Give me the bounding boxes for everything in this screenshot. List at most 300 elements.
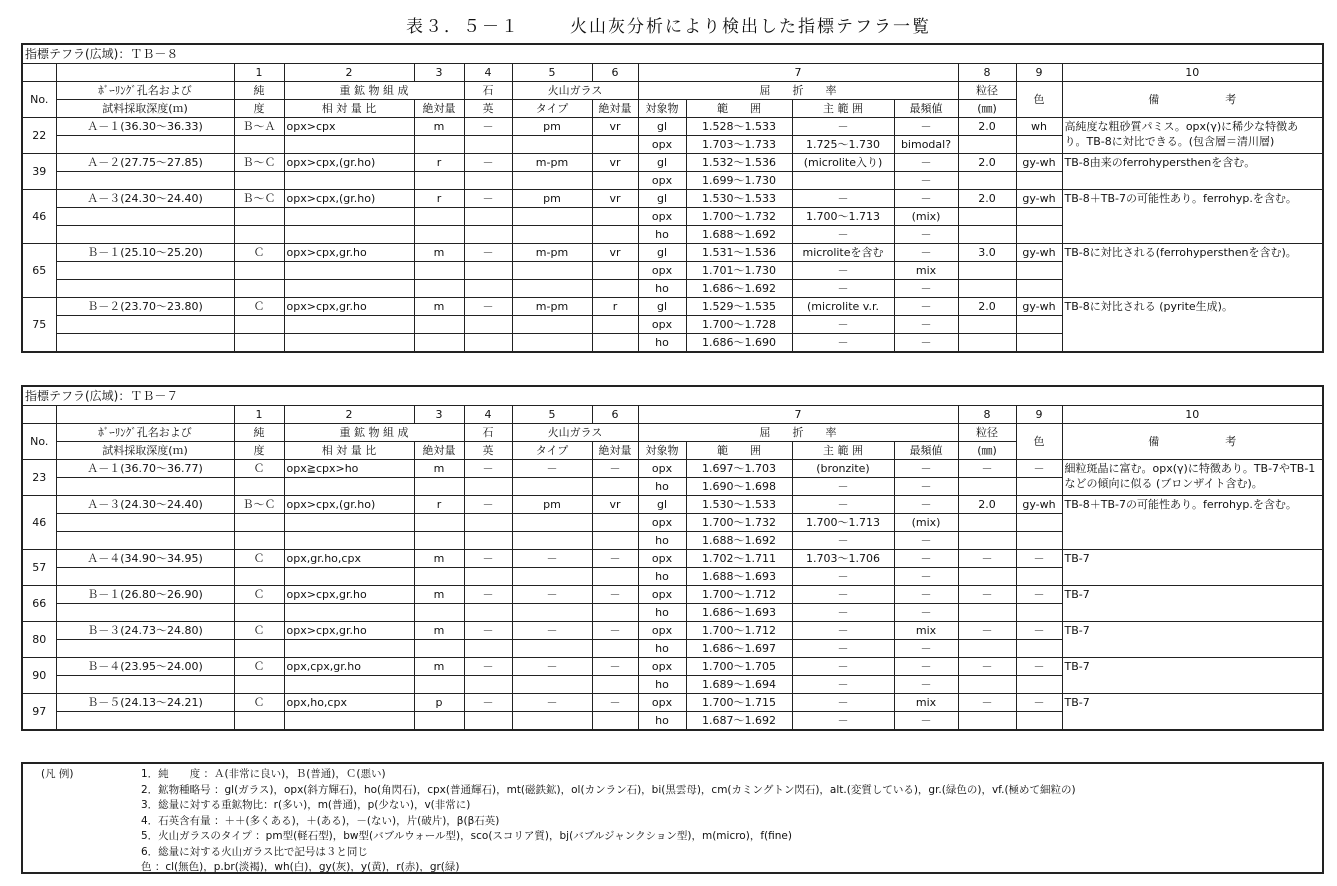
empty-cell — [958, 604, 1016, 622]
sample-remark: TB-7 — [1062, 550, 1323, 586]
sample-quartz: － — [464, 298, 512, 316]
empty-cell — [958, 262, 1016, 280]
refraction-main-range: － — [792, 622, 894, 640]
sample-absolute: m — [414, 622, 464, 640]
refraction-main-range: － — [792, 640, 894, 658]
sample-quartz: － — [464, 658, 512, 676]
refraction-target: gl — [638, 244, 686, 262]
sample-purity: Ｃ — [234, 550, 284, 568]
empty-cell — [592, 226, 638, 244]
refraction-mode: － — [894, 226, 958, 244]
empty-cell — [512, 676, 592, 694]
empty-cell — [414, 604, 464, 622]
sample-color: － — [1016, 460, 1062, 478]
empty-cell — [284, 334, 414, 353]
empty-cell — [56, 280, 234, 298]
empty-cell — [958, 712, 1016, 731]
empty-cell — [234, 640, 284, 658]
empty-cell — [284, 532, 414, 550]
empty-cell — [234, 208, 284, 226]
empty-cell — [1016, 208, 1062, 226]
sample-quartz: － — [464, 586, 512, 604]
legend-box — [21, 762, 1324, 874]
refraction-range: 1.700～1.715 — [686, 694, 792, 712]
header-depth: 試料採取深度(ｍ) — [56, 100, 234, 118]
refraction-target: ho — [638, 712, 686, 731]
empty-cell — [284, 136, 414, 154]
header-blank — [56, 64, 234, 82]
sample-color: wh — [1016, 118, 1062, 136]
section-title: 指標テフラ(広域)：ＴＢ－７ — [22, 386, 1323, 406]
refraction-main-range: － — [792, 496, 894, 514]
sample-purity: Ｃ — [234, 298, 284, 316]
header-range: 範 囲 — [686, 442, 792, 460]
sample-borehole: Ｂ－１(26.80～26.90) — [56, 586, 234, 604]
sample-relative: opx>cpx — [284, 118, 414, 136]
refraction-target: opx — [638, 550, 686, 568]
header-color: 色 — [1016, 82, 1062, 118]
sample-remark: 高純度な粗砂質パミス。opx(γ)に稀少な特徴あり。TB-8に対比できる。(包含層＝清川層) — [1062, 118, 1323, 154]
refraction-target: opx — [638, 262, 686, 280]
empty-cell — [464, 514, 512, 532]
sample-color: gy-wh — [1016, 190, 1062, 208]
sample-grain-size: 3.0 — [958, 244, 1016, 262]
column-number: 8 — [958, 64, 1016, 82]
sample-glass-absolute: － — [592, 586, 638, 604]
empty-cell — [414, 640, 464, 658]
sample-remark: TB-7 — [1062, 694, 1323, 731]
sample-absolute: m — [414, 658, 464, 676]
empty-cell — [1016, 226, 1062, 244]
empty-cell — [464, 262, 512, 280]
refraction-target: ho — [638, 676, 686, 694]
empty-cell — [958, 640, 1016, 658]
section-title: 指標テフラ(広域)：ＴＢ－８ — [22, 44, 1323, 64]
refraction-target: opx — [638, 460, 686, 478]
empty-cell — [414, 532, 464, 550]
empty-cell — [414, 568, 464, 586]
sample-glass-type: － — [512, 622, 592, 640]
header-grain-size: 粒径 — [958, 82, 1016, 100]
sample-relative: opx>cpx,gr.ho — [284, 244, 414, 262]
sample-glass-type: m-pm — [512, 244, 592, 262]
empty-cell — [592, 514, 638, 532]
empty-cell — [1016, 316, 1062, 334]
empty-cell — [464, 226, 512, 244]
empty-cell — [56, 136, 234, 154]
sample-quartz: － — [464, 244, 512, 262]
empty-cell — [234, 568, 284, 586]
sample-quartz: － — [464, 496, 512, 514]
empty-cell — [56, 676, 234, 694]
empty-cell — [234, 514, 284, 532]
header-glass-type: タイプ — [512, 442, 592, 460]
refraction-mode: (mix) — [894, 514, 958, 532]
empty-cell — [414, 208, 464, 226]
table-row — [22, 244, 1323, 262]
empty-cell — [56, 316, 234, 334]
empty-cell — [284, 712, 414, 731]
refraction-target: ho — [638, 334, 686, 353]
column-number: 1 — [234, 406, 284, 424]
sample-glass-absolute: － — [592, 550, 638, 568]
empty-cell — [592, 208, 638, 226]
sample-relative: opx≧cpx>ho — [284, 460, 414, 478]
header-purity: 度 — [234, 442, 284, 460]
sample-relative: opx>cpx,gr.ho — [284, 622, 414, 640]
header-quartz: 石 — [464, 424, 512, 442]
header-range: 範 囲 — [686, 100, 792, 118]
empty-cell — [1016, 262, 1062, 280]
empty-cell — [512, 316, 592, 334]
table-tb8 — [21, 43, 1324, 353]
refraction-mode: － — [894, 532, 958, 550]
sample-absolute: m — [414, 550, 464, 568]
column-number: 6 — [592, 406, 638, 424]
refraction-target: gl — [638, 154, 686, 172]
empty-cell — [284, 226, 414, 244]
header-blank — [56, 406, 234, 424]
sample-purity: Ｂ～Ｃ — [234, 154, 284, 172]
sample-remark: TB-8＋TB-7の可能性あり。ferrohyp.を含む。 — [1062, 190, 1323, 244]
refraction-main-range: － — [792, 190, 894, 208]
refraction-mode: － — [894, 712, 958, 731]
refraction-mode: － — [894, 118, 958, 136]
empty-cell — [1016, 478, 1062, 496]
sample-relative: opx,gr.ho,cpx — [284, 550, 414, 568]
refraction-main-range: － — [792, 712, 894, 731]
empty-cell — [512, 514, 592, 532]
sample-grain-size: － — [958, 622, 1016, 640]
refraction-main-range: － — [792, 334, 894, 353]
refraction-range: 1.701～1.730 — [686, 262, 792, 280]
empty-cell — [1016, 136, 1062, 154]
empty-cell — [958, 478, 1016, 496]
column-number: 7 — [638, 64, 958, 82]
empty-cell — [592, 712, 638, 731]
sample-color: － — [1016, 622, 1062, 640]
empty-cell — [234, 604, 284, 622]
sample-no: 66 — [22, 586, 56, 622]
refraction-target: gl — [638, 118, 686, 136]
table-tb7 — [21, 385, 1324, 731]
sample-no: 97 — [22, 694, 56, 731]
header-grain-unit: (㎜) — [958, 100, 1016, 118]
column-number: 10 — [1062, 64, 1323, 82]
refraction-target: opx — [638, 172, 686, 190]
empty-cell — [284, 262, 414, 280]
header-main-range: 主 範 囲 — [792, 100, 894, 118]
empty-cell — [1016, 280, 1062, 298]
empty-cell — [1016, 514, 1062, 532]
empty-cell — [464, 208, 512, 226]
refraction-target: ho — [638, 478, 686, 496]
sample-grain-size: － — [958, 694, 1016, 712]
sample-color: － — [1016, 586, 1062, 604]
refraction-main-range: － — [792, 262, 894, 280]
sample-remark: 細粒斑晶に富む。opx(γ)に特徴あり。TB-7やTB-1などの傾向に似る (ブロンザイト含む)。 — [1062, 460, 1323, 496]
empty-cell — [464, 172, 512, 190]
empty-cell — [414, 712, 464, 731]
refraction-mode: － — [894, 298, 958, 316]
empty-cell — [592, 316, 638, 334]
sample-remark: TB-7 — [1062, 658, 1323, 694]
empty-cell — [464, 280, 512, 298]
sample-grain-size: － — [958, 460, 1016, 478]
header-no: No. — [22, 424, 56, 460]
empty-cell — [56, 604, 234, 622]
refraction-target: ho — [638, 640, 686, 658]
refraction-range: 1.529～1.535 — [686, 298, 792, 316]
empty-cell — [56, 172, 234, 190]
empty-cell — [592, 172, 638, 190]
empty-cell — [958, 334, 1016, 353]
sample-grain-size: 2.0 — [958, 496, 1016, 514]
refraction-mode: (mix) — [894, 208, 958, 226]
refraction-range: 1.530～1.533 — [686, 190, 792, 208]
empty-cell — [414, 280, 464, 298]
empty-cell — [464, 136, 512, 154]
refraction-main-range: 1.700～1.713 — [792, 514, 894, 532]
empty-cell — [234, 316, 284, 334]
empty-cell — [464, 334, 512, 353]
refraction-main-range: － — [792, 676, 894, 694]
empty-cell — [464, 478, 512, 496]
refraction-range: 1.702～1.711 — [686, 550, 792, 568]
empty-cell — [592, 568, 638, 586]
empty-cell — [958, 676, 1016, 694]
sample-purity: Ｃ — [234, 460, 284, 478]
refraction-target: gl — [638, 496, 686, 514]
sample-glass-absolute: － — [592, 460, 638, 478]
refraction-main-range: － — [792, 568, 894, 586]
sample-glass-absolute: r — [592, 298, 638, 316]
sample-absolute: m — [414, 460, 464, 478]
table-row — [22, 550, 1323, 568]
empty-cell — [512, 280, 592, 298]
sample-glass-absolute: vr — [592, 154, 638, 172]
refraction-range: 1.700～1.728 — [686, 316, 792, 334]
tb7-body — [22, 386, 1323, 730]
refraction-range: 1.690～1.698 — [686, 478, 792, 496]
sample-glass-type: pm — [512, 118, 592, 136]
sample-relative: opx>cpx,(gr.ho) — [284, 496, 414, 514]
refraction-main-range: － — [792, 226, 894, 244]
header-purity: 度 — [234, 100, 284, 118]
refraction-mode: － — [894, 244, 958, 262]
refraction-mode: － — [894, 676, 958, 694]
sample-relative: opx,cpx,gr.ho — [284, 658, 414, 676]
refraction-range: 1.700～1.732 — [686, 208, 792, 226]
table-row — [22, 586, 1323, 604]
refraction-target: gl — [638, 190, 686, 208]
empty-cell — [464, 604, 512, 622]
sample-color: － — [1016, 550, 1062, 568]
refraction-range: 1.703～1.733 — [686, 136, 792, 154]
refraction-mode: － — [894, 334, 958, 353]
refraction-mode: － — [894, 154, 958, 172]
sample-absolute: r — [414, 190, 464, 208]
refraction-target: ho — [638, 604, 686, 622]
sample-no: 80 — [22, 622, 56, 658]
empty-cell — [234, 712, 284, 731]
refraction-main-range: － — [792, 604, 894, 622]
empty-cell — [464, 676, 512, 694]
legend-line: 2．鉱物種略号 ：gl(ガラス)，opx(斜方輝石)，ho(角閃石)，cpx(普通輝石)，mt(磁鉄鉱)，ol(カンラン石)，bi(黒雲母)，cm(カミングトン閃石)，alt.(変質している)，gr.(緑色の)，vf.(極めて細粒の) — [141, 783, 1076, 796]
legend-label: (凡 例) — [41, 768, 74, 780]
empty-cell — [464, 532, 512, 550]
empty-cell — [284, 676, 414, 694]
header-purity: 純 — [234, 424, 284, 442]
refraction-mode: － — [894, 280, 958, 298]
sample-glass-type: － — [512, 658, 592, 676]
refraction-range: 1.700～1.732 — [686, 514, 792, 532]
empty-cell — [234, 172, 284, 190]
refraction-mode: － — [894, 172, 958, 190]
header-blank — [22, 406, 56, 424]
sample-quartz: － — [464, 118, 512, 136]
column-number: 2 — [284, 64, 414, 82]
sample-absolute: m — [414, 586, 464, 604]
refraction-target: opx — [638, 622, 686, 640]
empty-cell — [958, 208, 1016, 226]
refraction-main-range: － — [792, 118, 894, 136]
empty-cell — [284, 568, 414, 586]
refraction-mode: － — [894, 604, 958, 622]
sample-no: 39 — [22, 154, 56, 190]
refraction-range: 1.686～1.697 — [686, 640, 792, 658]
empty-cell — [284, 604, 414, 622]
sample-quartz: － — [464, 550, 512, 568]
empty-cell — [56, 640, 234, 658]
empty-cell — [592, 604, 638, 622]
empty-cell — [592, 334, 638, 353]
sample-glass-absolute: vr — [592, 496, 638, 514]
empty-cell — [414, 136, 464, 154]
sample-purity: Ｃ — [234, 658, 284, 676]
sample-purity: Ｂ～Ａ — [234, 118, 284, 136]
empty-cell — [414, 478, 464, 496]
empty-cell — [592, 478, 638, 496]
header-absolute: 絶対量 — [414, 442, 464, 460]
refraction-range: 1.528～1.533 — [686, 118, 792, 136]
table-row — [22, 694, 1323, 712]
sample-absolute: p — [414, 694, 464, 712]
refraction-main-range: (bronzite) — [792, 460, 894, 478]
header-remarks: 備 考 — [1062, 424, 1323, 460]
header-glass-type: タイプ — [512, 100, 592, 118]
empty-cell — [56, 208, 234, 226]
refraction-range: 1.686～1.692 — [686, 280, 792, 298]
sample-borehole: Ｂ－２(23.70～23.80) — [56, 298, 234, 316]
sample-glass-absolute: vr — [592, 118, 638, 136]
refraction-target: opx — [638, 514, 686, 532]
empty-cell — [1016, 568, 1062, 586]
table-row — [22, 190, 1323, 208]
sample-purity: Ｂ～Ｃ — [234, 190, 284, 208]
legend-line: 1．純 度 ：Ａ(非常に良い)，Ｂ(普通)，Ｃ(悪い) — [141, 768, 386, 780]
empty-cell — [512, 262, 592, 280]
empty-cell — [512, 640, 592, 658]
sample-glass-absolute: vr — [592, 244, 638, 262]
empty-cell — [512, 208, 592, 226]
sample-remark: TB-8に対比される(ferrohypersthenを含む)。 — [1062, 244, 1323, 298]
refraction-target: opx — [638, 208, 686, 226]
empty-cell — [414, 172, 464, 190]
empty-cell — [464, 316, 512, 334]
sample-glass-type: pm — [512, 190, 592, 208]
header-relative: 相 対 量 比 — [284, 100, 414, 118]
sample-borehole: Ａ－１(36.70～36.77) — [56, 460, 234, 478]
refraction-range: 1.532～1.536 — [686, 154, 792, 172]
empty-cell — [512, 226, 592, 244]
refraction-range: 1.688～1.693 — [686, 568, 792, 586]
sample-color: gy-wh — [1016, 496, 1062, 514]
refraction-main-range: 1.700～1.713 — [792, 208, 894, 226]
empty-cell — [592, 262, 638, 280]
column-number: 7 — [638, 406, 958, 424]
sample-remark: TB-8＋TB-7の可能性あり。ferrohyp.を含む。 — [1062, 496, 1323, 550]
sample-borehole: Ａ－１(36.30～36.33) — [56, 118, 234, 136]
sample-glass-absolute: － — [592, 694, 638, 712]
empty-cell — [56, 532, 234, 550]
column-number: 3 — [414, 64, 464, 82]
refraction-mode: mix — [894, 694, 958, 712]
empty-cell — [284, 514, 414, 532]
sample-relative: opx>cpx,gr.ho — [284, 298, 414, 316]
sample-remark: TB-7 — [1062, 622, 1323, 658]
empty-cell — [234, 280, 284, 298]
empty-cell — [512, 532, 592, 550]
sample-quartz: － — [464, 190, 512, 208]
empty-cell — [464, 568, 512, 586]
sample-borehole: Ａ－４(34.90～34.95) — [56, 550, 234, 568]
refraction-main-range: － — [792, 280, 894, 298]
refraction-mode: － — [894, 496, 958, 514]
empty-cell — [958, 172, 1016, 190]
sample-glass-type: m-pm — [512, 154, 592, 172]
column-number: 8 — [958, 406, 1016, 424]
refraction-main-range: 1.725～1.730 — [792, 136, 894, 154]
legend-line: 色 ：cl(無色)，p.br(淡褐)，wh(白)，gy(灰)，y(黄)，r(赤)，gr(緑) — [141, 861, 460, 873]
sample-relative: opx>cpx,gr.ho — [284, 586, 414, 604]
empty-cell — [1016, 712, 1062, 731]
header-grain-unit: (㎜) — [958, 442, 1016, 460]
sample-borehole: Ａ－２(27.75～27.85) — [56, 154, 234, 172]
refraction-target: ho — [638, 532, 686, 550]
refraction-main-range: － — [792, 694, 894, 712]
sample-grain-size: － — [958, 550, 1016, 568]
empty-cell — [592, 280, 638, 298]
sample-absolute: r — [414, 496, 464, 514]
column-number: 9 — [1016, 406, 1062, 424]
header-quartz: 英 — [464, 100, 512, 118]
empty-cell — [56, 478, 234, 496]
sample-glass-absolute: vr — [592, 190, 638, 208]
header-absolute: 絶対量 — [414, 100, 464, 118]
empty-cell — [56, 568, 234, 586]
sample-purity: Ｃ — [234, 586, 284, 604]
empty-cell — [464, 640, 512, 658]
empty-cell — [56, 334, 234, 353]
sample-relative: opx,ho,cpx — [284, 694, 414, 712]
refraction-mode: － — [894, 316, 958, 334]
refraction-main-range: － — [792, 658, 894, 676]
header-blank — [22, 64, 56, 82]
header-relative: 相 対 量 比 — [284, 442, 414, 460]
sample-quartz: － — [464, 694, 512, 712]
sample-no: 90 — [22, 658, 56, 694]
